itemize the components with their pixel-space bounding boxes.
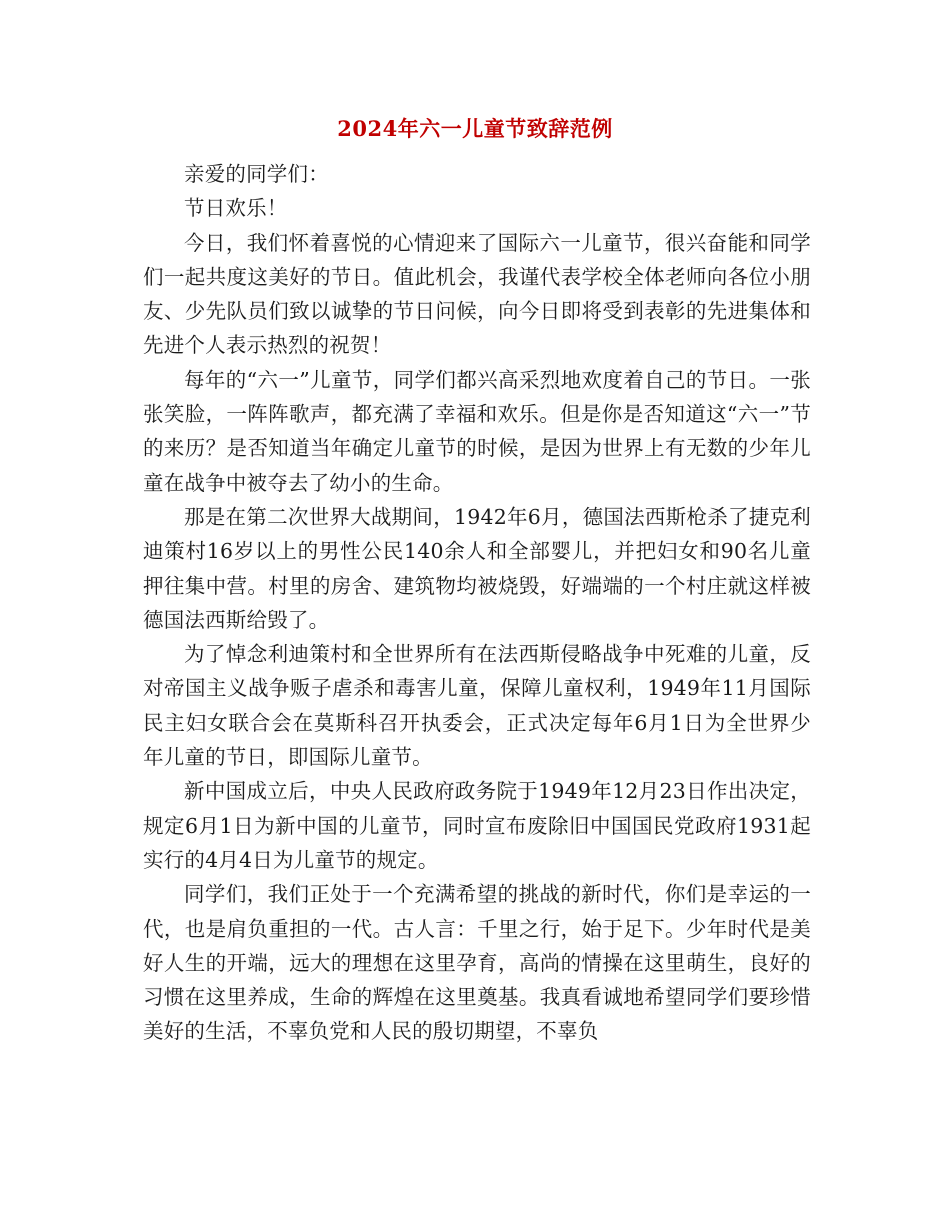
paragraph-festive-wish: 节日欢乐！ — [184, 196, 288, 221]
paragraph-new-china: 新中国成立后，中央人民政府政务院于1949年12月23日作出决定，规定6月1日为新中国的儿童节，同时宣布废除旧中国国民党政府1931起实行的4月4日为儿童节的规定。 — [143, 779, 811, 872]
document-title: 2024年六一儿童节致辞范例 — [337, 116, 613, 141]
paragraph-greeting: 亲爱的同学们： — [184, 162, 329, 186]
paragraph-international-day: 为了悼念利迪策村和全世界所有在法西斯侵略战争中死难的儿童，反对帝国主义战争贩子虐杀和毒害儿童，保障儿童权利，1949年11月国际民主妇女联合会在莫斯科召开执委会，正式决定每年6月1日为全世界少年儿童的节日，即国际儿童节。 — [143, 642, 811, 770]
document-body — [143, 157, 811, 1049]
paragraph-origin-question: 每年的“六一”儿童节，同学们都兴高采烈地欢度着自己的节日。一张张笑脸，一阵阵歌声，都充满了幸福和欢乐。但是你是否知道这“六一”节的来历？是否知道当年确定儿童节的时候，是因为世界上有无数的少年儿童在战争中被夺去了幼小的生命。 — [143, 367, 811, 495]
paragraph-lidice-history: 那是在第二次世界大战期间，1942年6月，德国法西斯枪杀了捷克利迪策村16岁以上的男性公民140余人和全部婴儿，并把妇女和90名儿童押往集中营。村里的房舍、建筑物均被烧毁，好端端的一个村庄就这样被德国法西斯给毁了。 — [143, 504, 811, 632]
paragraph-opening: 今日，我们怀着喜悦的心情迎来了国际六一儿童节，很兴奋能和同学们一起共度这美好的节日。值此机会，我谨代表学校全体老师向各位小朋友、少先队员们致以诚挚的节日问候，向今日即将受到表彰的先进集体和先进个人表示热烈的祝贺！ — [143, 230, 811, 358]
paragraph-encouragement: 同学们，我们正处于一个充满希望的挑战的新时代，你们是幸运的一代，也是肩负重担的一代。古人言：千里之行，始于足下。少年时代是美好人生的开端，远大的理想在这里孕育，高尚的情操在这里萌生，良好的习惯在这里养成，生命的辉煌在这里奠基。我真看诚地希望同学们要珍惜美好的生活，不辜负党和人民的殷切期望，不辜负 — [143, 882, 811, 1044]
